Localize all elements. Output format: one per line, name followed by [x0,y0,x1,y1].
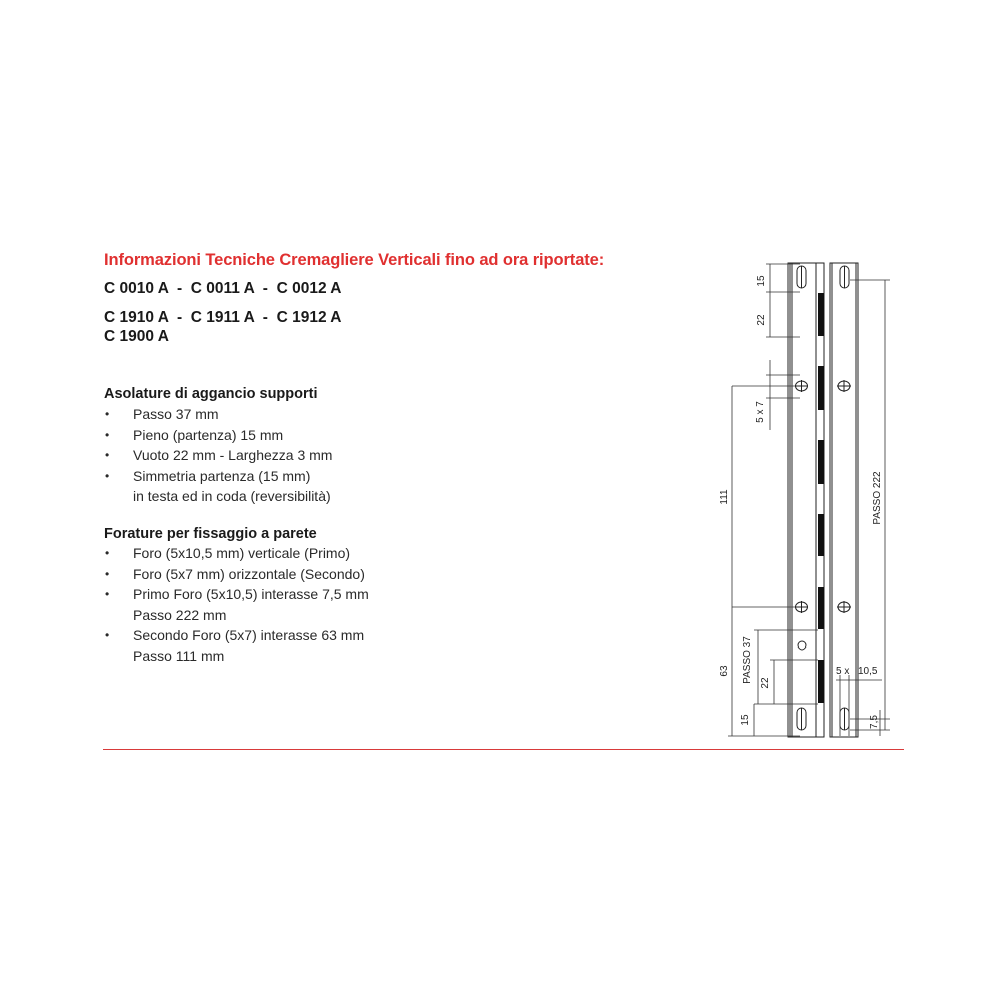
dim-label: 7,5 [869,715,880,729]
list-item-text: Simmetria partenza (15 mm) [133,467,311,484]
list-item-text: Foro (5x7 mm) orizzontale (Secondo) [133,565,365,582]
slot [818,366,824,410]
list-item [104,564,369,585]
section-title-slots: Asolature di aggancio supporti [104,386,318,402]
technical-drawing [700,250,900,750]
list-item-subtext: in testa ed in coda (reversibilità) [133,488,331,504]
list-item-text: Vuoto 22 mm - Larghezza 3 mm [133,447,333,463]
dim-label: 15 [756,275,767,287]
dim-label: 15 [740,714,751,726]
product-codes-row-1: C 0010 A - C 0011 A - C 0012 A [104,280,342,297]
list-item [104,404,332,425]
bullet-icon: • [105,468,110,483]
dim-label: PASSO 222 [872,471,883,525]
bullet-icon: • [105,628,110,642]
bullet-icon: • [105,587,110,601]
list-item [104,625,369,666]
dim-label: 22 [760,677,771,689]
rail-slots [818,293,824,703]
list-item [104,543,369,564]
list-item [104,584,369,625]
slot [818,587,824,629]
slot [818,293,824,336]
dim-label: 10,5 [858,666,878,677]
slots-list [104,404,332,507]
bullet-icon: • [105,546,110,560]
hook-icon [798,641,806,650]
dim-label: 63 [719,665,730,677]
section-title-holes: Forature per fissaggio a parete [104,526,317,542]
dim-label: 5 x 7 [755,401,766,423]
bullet-icon: • [105,407,110,421]
list-item [104,425,332,446]
divider-rule [103,749,904,750]
bullet-icon: • [105,448,110,462]
list-item-text: Passo 37 mm [133,406,219,422]
holes-list [104,543,369,666]
dim-label: 111 [719,489,730,505]
page-title: Informazioni Tecniche Cremagliere Verticali fino ad ora riportate: [104,251,605,269]
dim-label: 22 [756,314,767,326]
list-item-subtext: Passo 111 mm [133,647,225,664]
list-item-text: Pieno (partenza) 15 mm [133,426,284,443]
list-item-text: Foro (5x10,5 mm) verticale (Primo) [133,545,351,561]
product-codes-row-2: C 1910 A - C 1911 A - C 1912 A [104,309,342,326]
list-item-text: Secondo Foro (5x7) interasse 63 mm [133,627,365,643]
list-item [104,466,332,507]
slot [818,440,824,484]
slot [818,660,824,703]
list-item [104,445,332,466]
dim-label: 5 x [836,666,850,677]
dim-label: PASSO 37 [742,636,753,684]
list-item-subtext: Passo 222 mm [133,606,227,623]
list-item-text: Primo Foro (5x10,5) interasse 7,5 mm [133,586,369,602]
bullet-icon: • [105,566,110,581]
bullet-icon: • [105,427,110,442]
slot [818,514,824,556]
product-codes-row-3: C 1900 A [104,328,169,345]
